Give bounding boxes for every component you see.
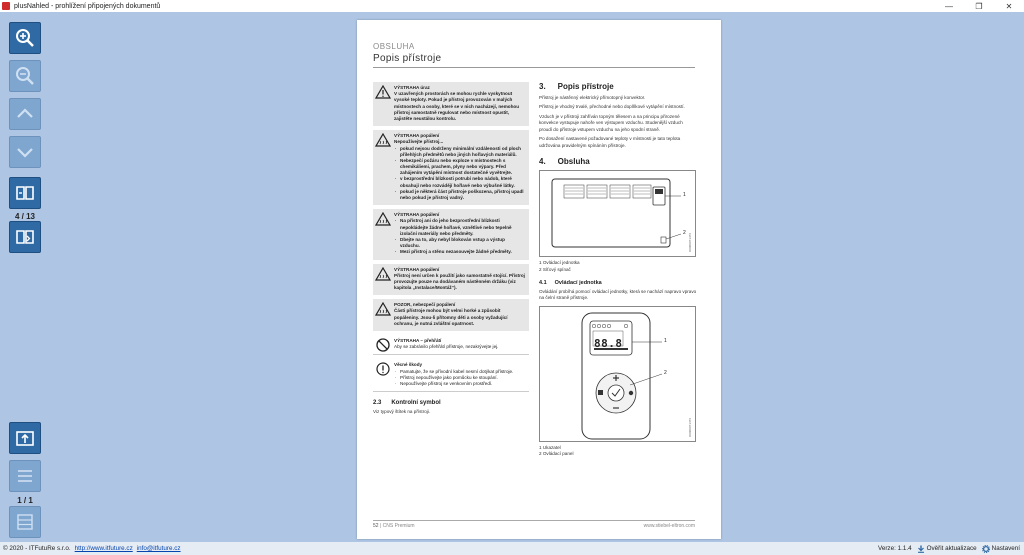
product-name: | CNS Premium bbox=[379, 523, 415, 529]
open-book-icon bbox=[14, 182, 36, 204]
paragraph: Přístroj je nástěnný elektrický přímotopný konvektor. bbox=[539, 95, 646, 100]
control-unit-illustration bbox=[540, 307, 697, 443]
heater-figure bbox=[539, 170, 696, 257]
warning-intro: Nepoužívejte přístroj... bbox=[394, 139, 444, 145]
paragraph: Vzduch je v přístroji zahříván topným tělesem a na principu přirozené konvekce vystupuje nahoře ven výstupem vzduchu. Studenější vzduch proudí do přístroje vstupem vzduchu na jeho spodní straně. bbox=[539, 113, 683, 132]
callout-label: 2 bbox=[683, 229, 686, 236]
warning-box bbox=[373, 209, 529, 259]
warning-box bbox=[373, 82, 529, 126]
section-number: 2.3 bbox=[373, 400, 382, 407]
single-page-view-button[interactable] bbox=[9, 221, 41, 253]
status-bar bbox=[0, 542, 1024, 555]
window-title: plusNahled - prohlížení připojených dokumentů bbox=[14, 2, 161, 10]
warning-text: Přístroj není určen k použití jako samostatně stojící. Přístroj provozujte pouze na dodávaném nástěnném držáku (viz kapitola „Instalace/Montáž“). bbox=[394, 272, 525, 291]
hot-surface-warning-icon bbox=[375, 133, 391, 147]
restore-button[interactable]: ❐ bbox=[975, 1, 983, 11]
footer-left bbox=[373, 523, 415, 529]
warning-title: VÝSTRAHA popálení bbox=[394, 266, 440, 272]
page-title: Popis přístroje bbox=[373, 53, 442, 64]
settings-button[interactable] bbox=[982, 545, 1020, 553]
warning-item: · pokud je některá část přístroje poškozena, přístroj upadl nebo pokud je přístroj vadný. bbox=[400, 189, 526, 201]
warning-item: · Mezi přístroj a stěnu nezasouvejte žádné předměty. bbox=[400, 249, 526, 255]
warning-title: VÝSTRAHA – přehřátí bbox=[394, 338, 442, 343]
minimize-button[interactable]: — bbox=[945, 1, 953, 11]
grid-icon bbox=[14, 511, 36, 533]
warning-item: · Dbejte na to, aby nebyl blokován vstup a výstup vzduchu. bbox=[400, 237, 526, 249]
paragraph: Ovládání probíhá pomocí ovládací jednotky, která se nachází napravo vpravo na čelní straně přístroje. bbox=[539, 288, 697, 301]
warning-item: · v bezprostřední blízkosti potrubí nebo nádob, které obsahují nebo rozvádějí hořlavé nebo výbušné látky. bbox=[400, 176, 526, 188]
legend-item: 2 Síťový spínač bbox=[539, 266, 571, 272]
section-heading-text: Kontrolní symbol bbox=[391, 400, 441, 407]
chapter-number: 3. bbox=[539, 82, 546, 91]
website-link[interactable]: http://www.itfuture.cz bbox=[74, 545, 133, 552]
callout-label: 1 bbox=[664, 337, 667, 344]
warning-box bbox=[373, 299, 529, 331]
chapter-title: Obsluha bbox=[557, 156, 590, 166]
document-page bbox=[357, 20, 721, 539]
warning-text: Aby se zabránilo přehřátí přístroje, nezakrývejte jej. bbox=[394, 344, 499, 350]
header-divider bbox=[373, 67, 695, 68]
warning-title: VÝSTRAHA úraz bbox=[394, 85, 430, 90]
figure-code: D0000071476 bbox=[688, 233, 692, 252]
hot-surface-warning-icon bbox=[375, 302, 391, 316]
zoom-in-button[interactable] bbox=[9, 22, 41, 54]
right-column bbox=[539, 82, 697, 458]
warning-item: · Nebezpečí požáru nebo exploze v místnostech s chemikáliemi, prachem, plyny nebo výpary. Před zahájením vytápění místnost dostatečně vyvětrejte. bbox=[400, 158, 526, 177]
warning-item: · Přístroj nepoužívejte jako pomůcku ke stoupání. bbox=[400, 375, 526, 381]
subsection-title: Ovládací jednotka bbox=[554, 279, 602, 286]
attachment-grid-button[interactable] bbox=[9, 506, 41, 538]
control-unit-figure bbox=[539, 306, 696, 442]
temperature-display-value: 88.8 bbox=[594, 336, 623, 350]
close-button[interactable]: ✕ bbox=[1005, 1, 1013, 11]
chapter-title: Popis přístroje bbox=[557, 82, 614, 91]
paragraph: Přístroj je vhodný trvalé, přechodné nebo doplňkové vytápění místností. bbox=[539, 104, 685, 110]
paragraph: Po dosažení nastavené požadované teploty v místnosti je tato teplota udržována pravidelným spínáním přístroje. bbox=[539, 136, 681, 148]
download-icon bbox=[917, 545, 925, 553]
page-header bbox=[373, 42, 695, 64]
legend-item: 1 Ovládací jednotka bbox=[539, 259, 580, 265]
zoom-out-button[interactable] bbox=[9, 60, 41, 92]
chevron-up-icon bbox=[14, 103, 36, 125]
warning-text: Části přístroje mohou být velmi horké a způsobit popáleniny. Jsou-li přítomny děti a osoby vyžadující ochranu, je nutná zvláštní opatrnost. bbox=[394, 308, 508, 326]
copyright-text: © 2020 - ITFutuRe s.r.o. bbox=[3, 545, 71, 552]
page-view-icon bbox=[14, 226, 36, 248]
warning-title: POZOR, nebezpečí popálení bbox=[394, 302, 456, 308]
subsection-number: 4.1 bbox=[539, 279, 547, 286]
warning-title: VÝSTRAHA popálení bbox=[394, 212, 440, 218]
previous-page-button[interactable] bbox=[9, 98, 41, 130]
section-heading bbox=[373, 400, 529, 406]
warning-list bbox=[394, 146, 526, 202]
footer-url: www.stiebel-eltron.com bbox=[643, 523, 695, 529]
warning-list bbox=[394, 369, 526, 388]
check-update-button[interactable] bbox=[917, 545, 977, 553]
list-icon bbox=[14, 465, 36, 487]
warning-list bbox=[394, 218, 526, 255]
page-counter: 4 / 13 bbox=[14, 212, 35, 221]
heater-illustration bbox=[540, 171, 697, 258]
chapter-heading bbox=[539, 157, 697, 166]
zoom-out-icon bbox=[14, 65, 36, 87]
page-number: 52 bbox=[373, 523, 379, 529]
hot-surface-warning-icon bbox=[375, 267, 391, 281]
legend-item: 2 Ovládací panel bbox=[539, 451, 574, 457]
warning-triangle-icon bbox=[375, 85, 391, 99]
left-column bbox=[373, 82, 529, 416]
next-page-button[interactable] bbox=[9, 136, 41, 168]
chevron-down-icon bbox=[14, 141, 36, 163]
figure-legend bbox=[539, 445, 697, 459]
page-footer bbox=[373, 520, 695, 529]
do-not-cover-icon bbox=[375, 338, 391, 352]
email-link[interactable]: info@itfuture.cz bbox=[136, 545, 181, 552]
figure-code: D0000071476 bbox=[688, 417, 692, 437]
callout-label: 2 bbox=[664, 369, 667, 376]
chapter-heading bbox=[539, 82, 697, 91]
title-bar bbox=[0, 0, 1024, 12]
warning-box bbox=[373, 359, 529, 392]
chapter-number: 4. bbox=[539, 156, 546, 166]
version-text: Verze: 1.1.4 bbox=[877, 545, 912, 552]
warning-item: · pokud nejsou dodrženy minimální vzdálenosti od ploch přilehlých předmětů nebo jiných hořlavých materiálů. bbox=[400, 146, 526, 158]
warning-text: V uzavřených prostorách se mohou rychle vyskytnout vysoké teploty. Pokud je přístroj provozován v malých místnostech a osoby, které se v nich nacházejí, nemohou přístroj samostatně regulovat nebo místnost opustit, zajistěte neustálou kontrolu. bbox=[394, 91, 520, 121]
warning-item: · Nepoužívejte přístroj se venkovním prostředí. bbox=[400, 381, 526, 387]
gear-icon bbox=[982, 545, 990, 553]
status-right bbox=[878, 542, 1024, 555]
warning-item: · Na přístroj ani do jeho bezprostřední blízkosti nepokládejte žádné hořlavé, vznětlivé nebo tepelně izolační materiály nebo předměty. bbox=[400, 218, 526, 237]
window-controls bbox=[934, 0, 1024, 12]
check-update-label: Ověřit aktualizace bbox=[926, 545, 977, 552]
open-external-icon bbox=[14, 427, 36, 449]
callout-label: 1 bbox=[683, 191, 686, 198]
figure-legend bbox=[539, 260, 697, 274]
zoom-in-icon bbox=[14, 27, 36, 49]
warning-item: · Pamatujte, že se přívodní kabel nesmí dotýkat přístroje. bbox=[400, 369, 526, 375]
settings-label: Nastavení bbox=[991, 545, 1020, 552]
section-title: OBSLUHA bbox=[373, 42, 415, 51]
warning-box bbox=[373, 335, 529, 355]
app-icon bbox=[2, 2, 10, 10]
attachment-list-button[interactable] bbox=[9, 460, 41, 492]
open-external-button[interactable] bbox=[9, 422, 41, 454]
hot-surface-warning-icon bbox=[375, 212, 391, 226]
warning-box bbox=[373, 130, 529, 205]
attachment-counter: 1 / 1 bbox=[17, 496, 33, 505]
book-view-button[interactable] bbox=[9, 177, 41, 209]
paragraph: Viz typový štítek na přístroji. bbox=[373, 409, 431, 415]
warning-box bbox=[373, 264, 529, 296]
legend-item: 1 Ukazatel bbox=[539, 444, 561, 450]
exclamation-icon bbox=[375, 362, 391, 376]
warning-title: VÝSTRAHA popálení bbox=[394, 133, 440, 139]
subsection-heading bbox=[539, 280, 697, 286]
warning-title: Věcné škody bbox=[394, 362, 423, 368]
